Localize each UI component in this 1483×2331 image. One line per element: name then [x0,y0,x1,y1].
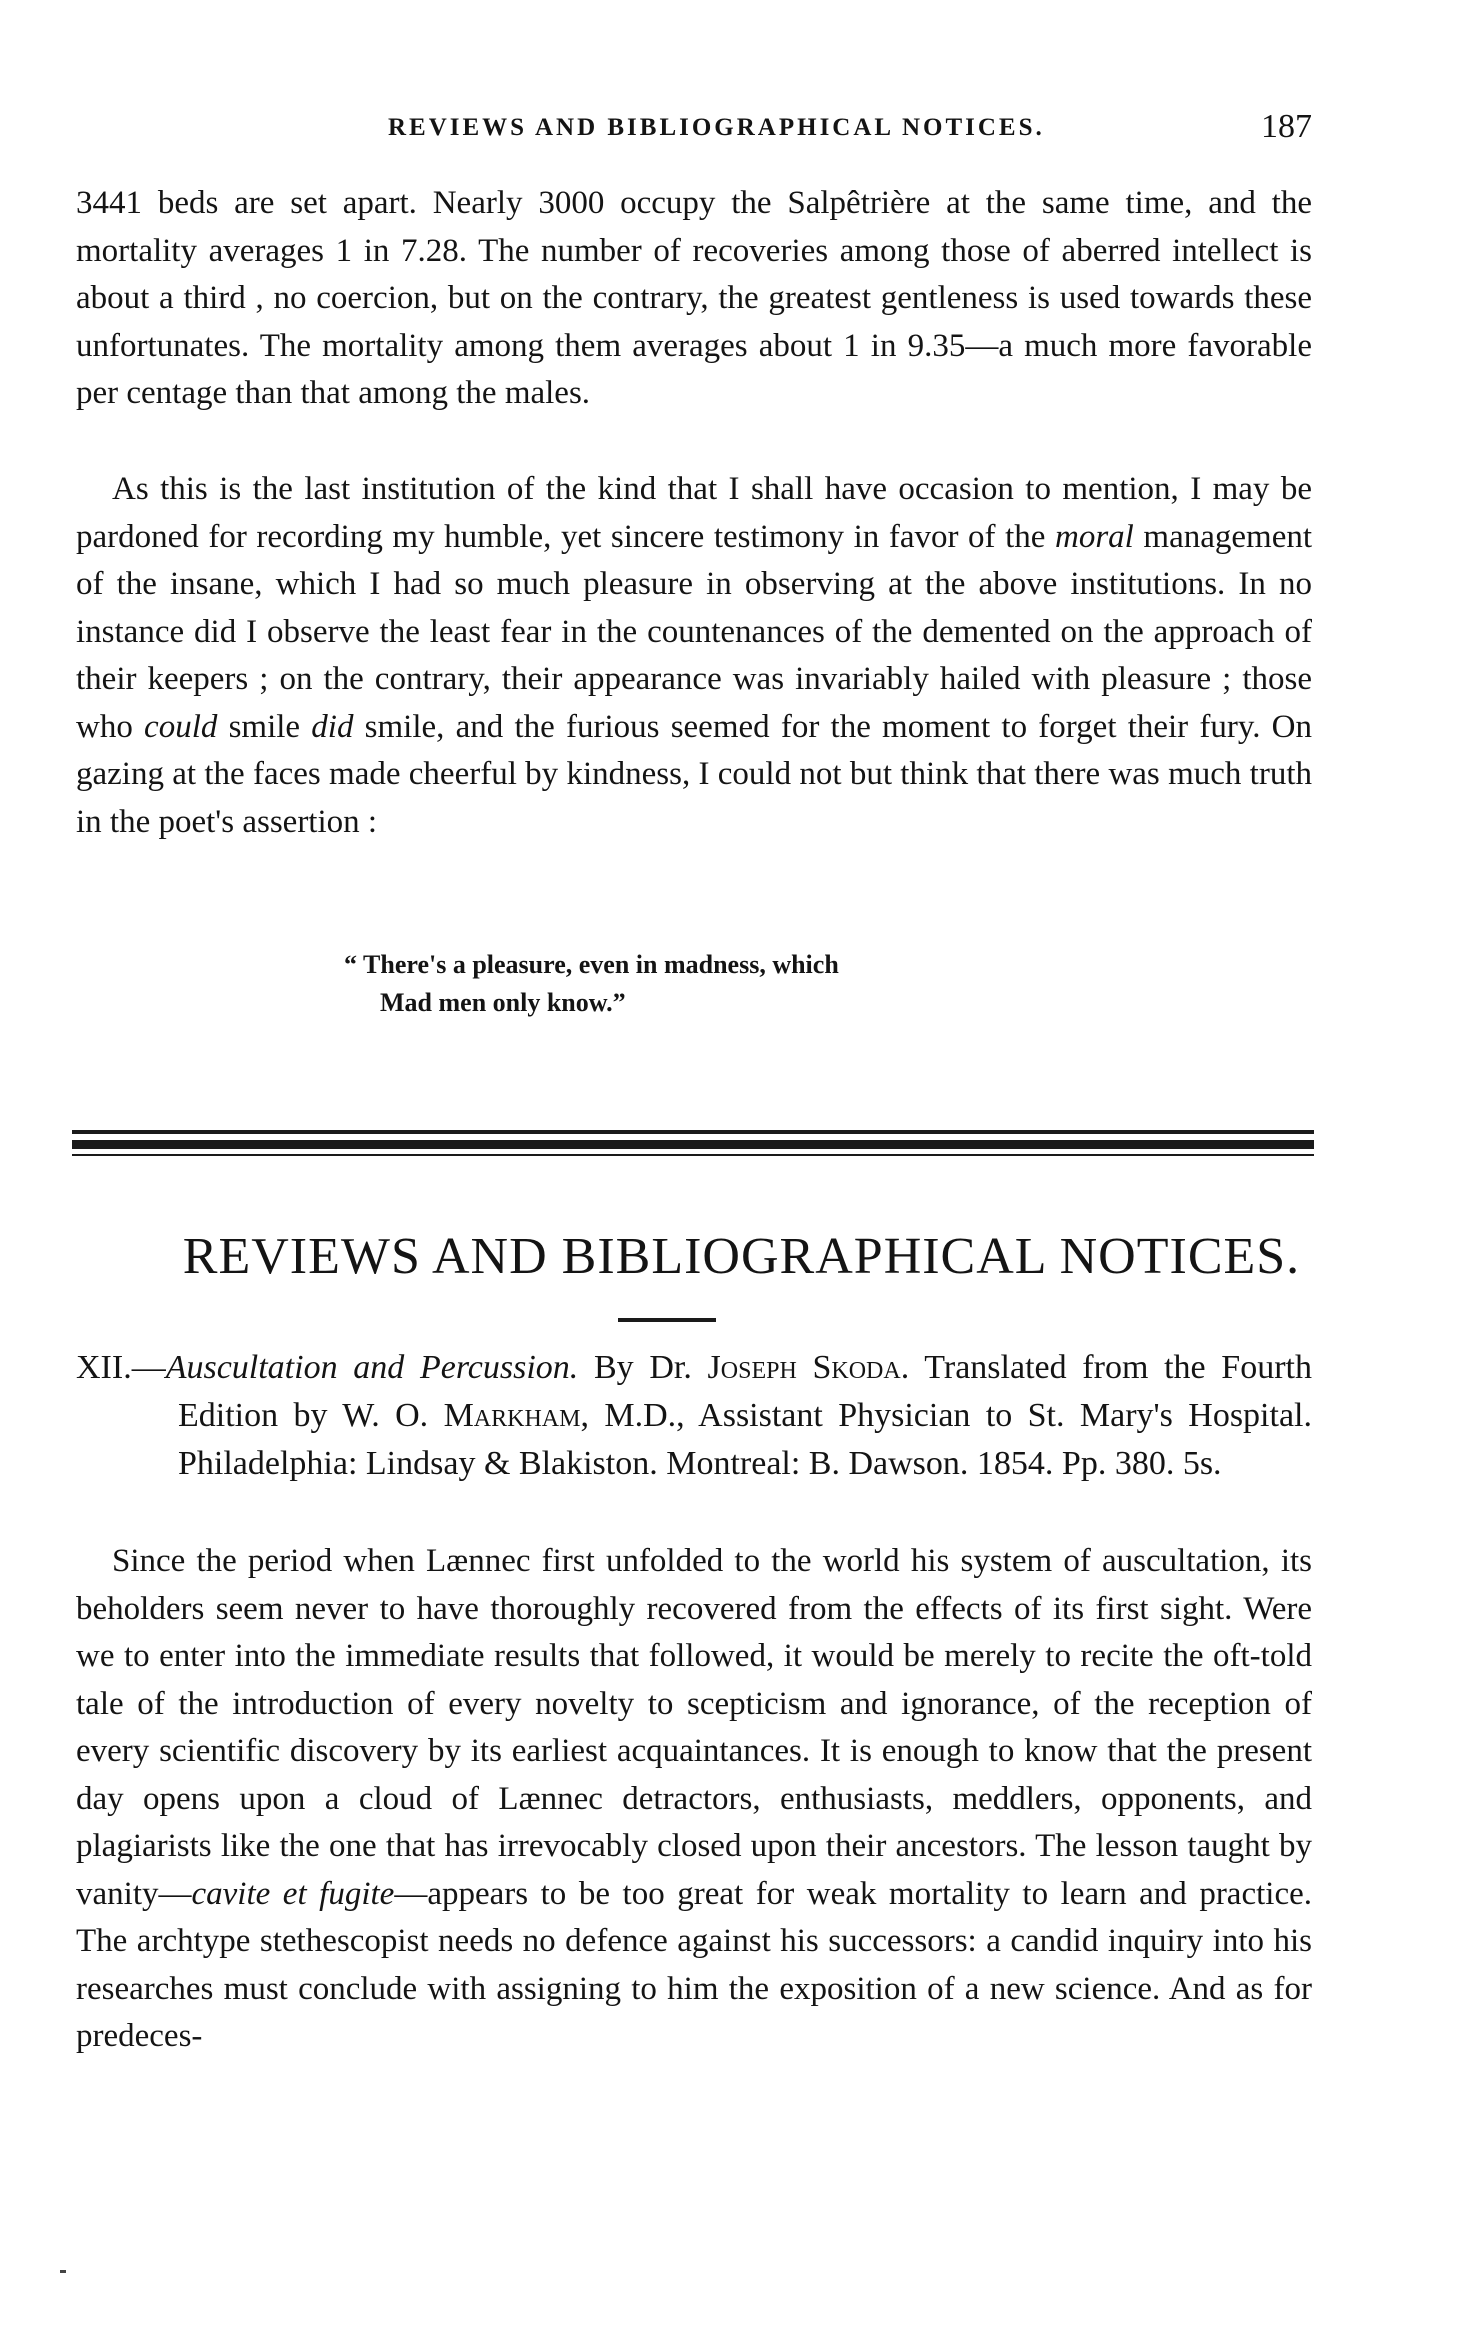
section-divider-rule [72,1140,1314,1149]
paragraph-text: smile, and the furious seemed for the moment to forget their fury. On gazing at the faces made cheerful by kindness, I could not but think that there was much truth in the poet's assertion : [76,708,1312,840]
verse-line: Mad men only know.” [380,988,626,1017]
section-divider-rule [72,1154,1314,1156]
paragraph-text: —appears to be too great for weak mortality to learn and practice. The archtype stethescopist needs no defence against his successors: a candid inquiry into his researches must conclude with assigning to him the exposition of a new science. And as for predeces- [76,1875,1312,2054]
section-heading: REVIEWS AND BIBLIOGRAPHICAL NOTICES. [182,1228,1301,1285]
italic-moral: moral [1055,518,1134,555]
running-title: REVIEWS AND BIBLIOGRAPHICAL NOTICES. [388,114,1045,141]
paragraph-salpetriere-statistics [76,180,1312,418]
book-title: Auscultation and Percussion. [165,1349,579,1386]
paragraph-text: management of the insane, which I had so much pleasure in observing at the above institutions. In no instance did I observe the least fear in the countenances of the demented on the approach of their keepers ; on the contrary, their appearance was invariably hailed with pleasure ; those who [76,518,1313,745]
paragraph-text: As this is the last institution of the kind that I shall have occasion to mention, I may be pardoned for recording my humble, yet sincere testimony in favor of the [76,471,1312,555]
paragraph-text: Since the period when Lænnec first unfolded to the world his system of auscultation, its beholders seem never to have thoroughly recovered from the effects of its first sight. Were we to enter into the immediate results that followed, it would be merely to recite the oft-told tale of the introduction of every novelty to scepticism and ignorance, of the reception of every scientific discovery by its earliest acquaintances. It is enough to know that the present day opens upon a cloud of Lænnec detractors, enthusiasts, meddlers, opponents, and plagiarists like the one that has irrevocably closed upon their ancestors. The lesson taught by vanity— [76,1543,1312,1912]
author-name: Joseph Skoda [707,1349,901,1386]
italic-did: did [311,708,354,745]
page-number: 187 [1261,108,1312,145]
paragraph-text: smile [217,708,312,745]
paragraph-text: 3441 beds are set apart. Nearly 3000 occupy the Salpêtrière at the same time, and the mortality averages 1 in 7.28. The number of recoveries among those of aberred intellect is about a third , no coercion, but on the contrary, the greatest gentleness is used towards these unfortunates. The mortality among them averages about 1 in 9.35—a much more favorable per centage than that among the males. [76,185,1312,411]
verse-line: “ There's a pleasure, even in madness, which [344,950,839,979]
paragraph-moral-management [76,466,1312,846]
review-entry-citation: XII.—Auscultation and Percussion. By Dr. Joseph Skoda. Translated from the Fourth Edition by W. O. Markham, M.D., Assistant Physician to St. Mary's Hospital. Philadelphia: Lindsay & Blakiston. Montreal: B. Dawson. 1854. Pp. 380. 5s. [76,1349,1312,1482]
heading-underline-rule [618,1318,716,1322]
section-divider-rule [72,1130,1314,1134]
print-speck [60,2270,66,2273]
translator-name: Markham [443,1397,581,1434]
verse-quotation [344,946,839,1022]
publication-details: , M.D., Assistant Physician to St. Mary's Hospital. Philadelphia: Lindsay & Blakiston. Montreal: B. Dawson. 1854. Pp. 380. 5s. [178,1397,1312,1482]
italic-could: could [144,708,218,745]
italic-motto: cavite et fugite [191,1875,395,1912]
entry-number: XII.— [76,1349,166,1386]
paragraph-laennec-review [76,1538,1312,2061]
running-head [76,108,1312,152]
